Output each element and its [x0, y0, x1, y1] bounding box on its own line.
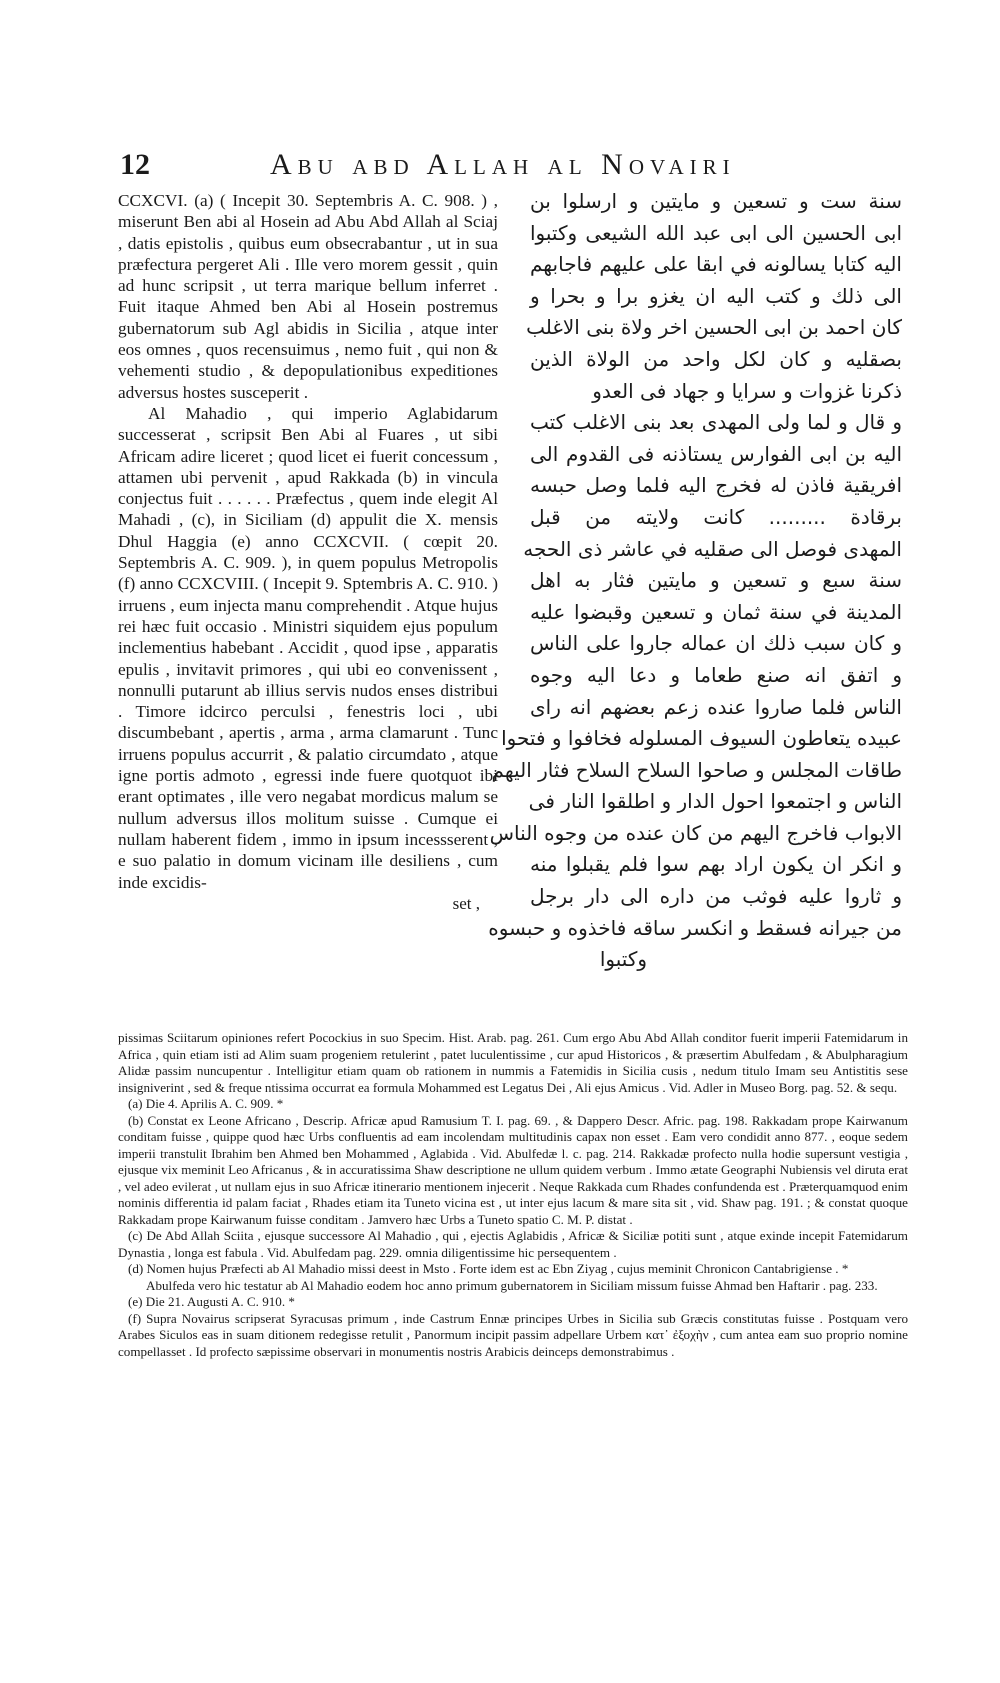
arabic-line: الناس فلما صاروا عنده زعم بعضهم انه راى	[530, 694, 902, 719]
arabic-line: الى ذلك و كتب اليه ان يغزو برا و بحرا و	[530, 283, 902, 308]
latin-catchword: set ,	[452, 893, 480, 913]
arabic-line: و اتفق انه صنع طعاما و دعا اليه وجوه	[530, 662, 902, 687]
arabic-line: افريقية فاذن له فخرج اليه فلما وصل حبسه	[530, 473, 902, 498]
arabic-line: من جيرانه فسقط و انكسر ساقه فاخذوه و حبسوه	[488, 915, 902, 940]
page-header	[120, 148, 970, 188]
latin-paragraph-2: Al Mahadio , qui imperio Aglabidarum successerat , scripsit Ben Abi al Fuares , ut sibi Africam adire liceret ; quod licet ei fuerit concessum , attamen ubi pervenit , apud Rakkada (b) in vincula conjectus fuit . . . . . . Præfectus , quem inde elegit Al Mahadi , (c), in Siciliam (d) appulit die X. mensis Dhul Haggia (e) anno CCXCVII. ( cœpit 20. Septembris A. C. 909. ), in quem populus Metropolis (f) anno CCXCVIII. ( Incepit 9. Sptembris A. C. 910. ) irruens , eum injecta manu comprehendit . Atque hujus rei hæc fuit occasio . Ministri siquidem ejus populum inclementius habebant . Accidit , quod ipse , apparatis epulis , invitavit primores , qui ubi eo convenissent , nonnulli putarunt ab illius servis nudos enses distribui . Timore idcirco perculsi , fenestris loci , ubi discumbebant , apertis , arma , arma clamarunt . Tunc irruens populus accurrit , & palatio circumdato , atque igne portis admoto , egressi inde fuere quotquot ibi erant optimates , ille vero negabat mordicus malum se nullum adversus illos molitum suisse . Cumque ei nullam haberent fidem , immo in ipsum incessserent , e suo palatio in domum vicinam ille desiliens , cum inde excidis-	[118, 403, 498, 892]
footnote-f: (f) Supra Novairus scripserat Syracusas primum , inde Castrum Ennæ principes Urbes in Sicilia sub Græcis constitutas fuisse . Postquam vero Arabes Siculos eas in suam ditionem redegisse retulit , Panormum incipit passim adpellare Urbem κατ᾽ ἐξοχὴν , cum antea eam suo proprio nomine compellasset . Id profecto sæpissime observari in monumentis nostris Arabicis deinceps demonstrabimus .	[118, 1310, 908, 1359]
arabic-line: ابى الحسين الى ابى عبد الله الشيعى وكتبوا	[530, 220, 902, 245]
arabic-line: المدينة في سنة ثمان و تسعين وقبضوا عليه	[530, 599, 902, 624]
arabic-line: عبيده يتعاطون السيوف المسلوله فخافوا و فتحوا	[501, 726, 902, 751]
arabic-line: ذكرنا غزوات و سرايا و جهاد فى العدو	[592, 378, 902, 403]
footnote-e: (e) Die 21. Augusti A. C. 910. *	[128, 1294, 295, 1309]
arabic-line: الناس و اجتمعوا احول الدار و اطلقوا النار فى	[528, 789, 902, 814]
arabic-catchword: وكتبوا	[599, 947, 647, 972]
arabic-line: اليه كتابا يسالونه في ابقا على عليهم فاجابهم	[530, 252, 902, 277]
arabic-line: اليه بن ابى الفوارس يستاذنه فى القدوم الى	[530, 441, 902, 466]
arabic-line: برقادة ......... كانت ولايته من قبل	[530, 504, 902, 529]
arabic-line: و انكر ان يكون اراد بهم سوا فلم يقبلوا منه	[530, 852, 902, 877]
footnote-c: (c) De Abd Allah Sciita , ejusque successore Al Mahadio , qui , ejectis Aglabidis , Africæ & Siciliæ potiti sunt , atque exinde incepit Fatemidarum Dynastia , longa est fabula . Vid. Abulfedam pag. 229. omnia diligentissime hic persequentem .	[118, 1228, 908, 1260]
arabic-line: و كان سبب ذلك ان عماله جاروا على الناس	[530, 631, 902, 656]
arabic-line: كان احمد بن ابى الحسين اخر ولاة بنى الاغلب	[526, 315, 902, 340]
arabic-line: المهدى فوصل الى صقليه في عاشر ذى الحجه	[523, 536, 902, 561]
footnote-d-continuation: Abulfeda vero hic testatur ab Al Mahadio eodem hoc anno primum gubernatorem in Siciliam missum fuisse Ahmad ben Haftarir . pag. 233.	[146, 1277, 878, 1293]
footnote-continuation: pissimas Sciitarum opiniones refert Pocockius in suo Specim. Hist. Arab. pag. 261. Cum ergo Abu Abd Allah conditor fuerit imperii Fatemidarum in Africa , quin etiam isti ad Alim suam progeniem retulerint , patet luculentissime , cur apud Historicos , & præsertim Abulfedam , & Abulpharagium Alidæ passim nuncupentur . Intelligitur etiam quam ob rationem in nummis a Fatemidis in Sicilia cusis , nedum titulo Imam seu Antistitis sese insigniverint , sed & freque ntissima occurrat ea formula Mohammed est Legatus Dei , Ali ejus Amicus . Vid. Adler in Museo Borg. pag. 52. & sequ.	[118, 1030, 908, 1095]
arabic-line: سنة سبع و تسعين و مايتين فثار به اهل	[530, 568, 902, 593]
arabic-line: الابواب فاخرج اليهم من كان عنده من وجوه الناس	[489, 820, 902, 845]
arabic-line: و قال و لما ولى المهدى بعد بنى الاغلب كتب	[530, 410, 902, 435]
latin-translation-column	[118, 190, 498, 990]
latin-paragraph-1: CCXCVI. (a) ( Incepit 30. Septembris A. C. 908. ) , miserunt Ben abi al Hosein ad Abu Abd Allah al Sciaj , datis epistolis , quibus eum obsecrabantur , ut in sua præfectura pergeret Ali . Ille vero morem gessit , quin ad hunc scripsit , ut terra marique bellum inferret . Fuit itaque Ahmed ben Abi al Hosein postremus gubernatorum sub Agl abidis in Sicilia , atque inter eos omnes , quos recensuimus , nemo fuit , qui non & vehementi studio , & depopulationibus expeditiones adversus hostes susceperit .	[118, 191, 498, 402]
footnote-b: (b) Constat ex Leone Africano , Descrip. Africæ apud Ramusium T. I. pag. 69. , & Dappero Descr. Afric. pag. 198. Rakkadam prope Kairwanum conditam fuisse , quippe quod hæc Urbs confluentis ad eam incolendam multitudinis capax non esset . Eam vero condidit anno 877. , eoque sedem imperii transtulit Ibrahim ben Ahmed ben Mohammed , Aglabida . Vid. Abulfedæ l. c. pag. 214. Rakkadæ profecto nulla hodie supersunt vestigia , ejusque vix meminit Leo Africanus , & in accuratissima Shaw descriptione ne ullum quidem verbum . Immo ætate Geographi Nubiensis vel diruta erat , vel adeo evilerat , ut nullam ejus in suo Africæ itinerario mentionem injecerit . Neque Rakkada cum Rhades confundenda est . Præterquamquod enim nominis differentia id palam faciat , Rhades etiam ita Tuneto vicina est , ut inter ejus lacum & mare sita sit , vid. Shaw pag. 191. ; & constat quoque Rakkadam prope Kairwanum fuisse conditam . Jamvero hæc Urbs a Tuneto spatio C. M. P. distat .	[118, 1112, 908, 1227]
arabic-line: و ثاروا عليه فوثب من داره الى دار برجل	[530, 884, 902, 909]
arabic-line: سنة ست و تسعين و مايتين و ارسلوا بن	[530, 189, 902, 213]
arabic-line: طاقات المجلس و صاحوا السلاح السلاح فثار اليهم	[491, 757, 902, 782]
running-title: Abu abd Allah al Novairi	[270, 148, 736, 181]
footnote-d: (d) Nomen hujus Præfecti ab Al Mahadio missi deest in Msto . Forte idem est ac Ebn Ziyag , cujus meminit Chronicon Cantabrigiense . *	[128, 1261, 849, 1276]
arabic-line: بصقليه و كان لكل واحد من الولاة الذين	[530, 346, 902, 371]
footnote-a: (a) Die 4. Aprilis A. C. 909. *	[128, 1096, 284, 1111]
page-number: 12	[120, 148, 150, 181]
footnotes	[118, 1030, 908, 1450]
arabic-text-column	[488, 186, 902, 996]
